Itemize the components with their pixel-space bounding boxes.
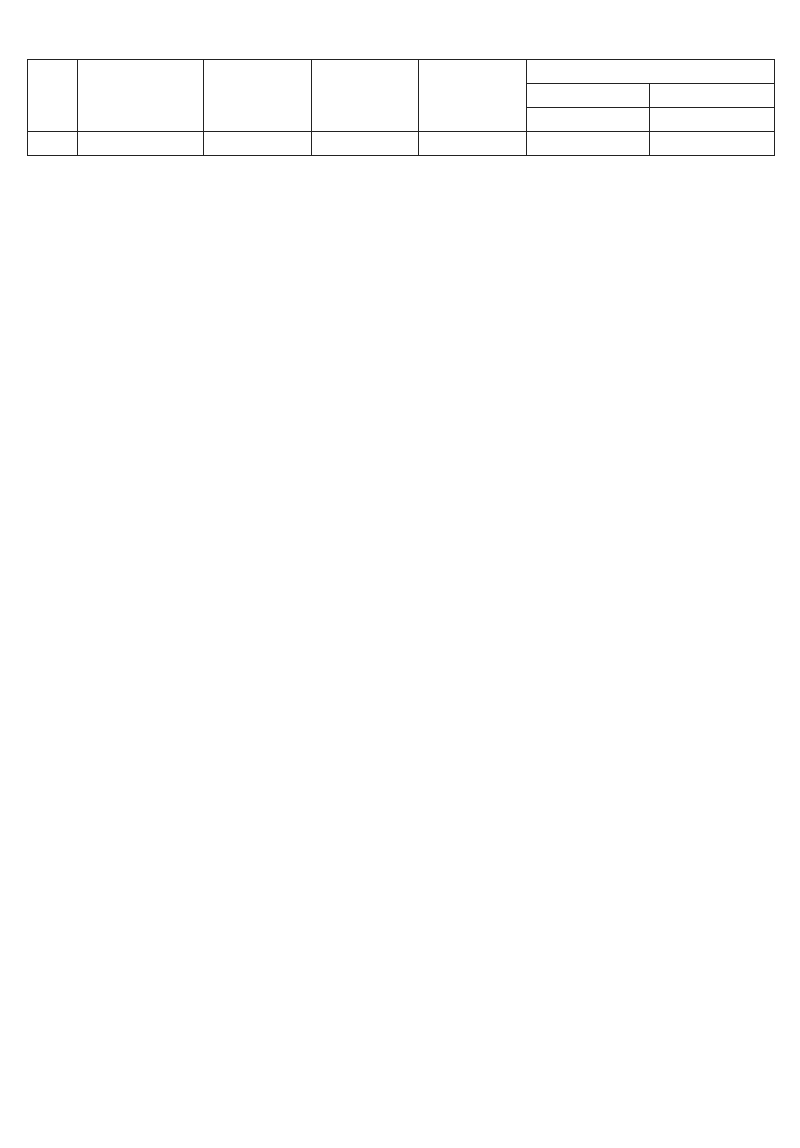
header-speed	[419, 60, 527, 132]
header-single-phase	[527, 84, 650, 108]
header-head	[312, 60, 419, 132]
power-single-phase-empty	[527, 132, 650, 156]
header-p2-single	[527, 108, 650, 132]
table-row	[28, 132, 775, 156]
speed-value	[419, 132, 527, 156]
power-three-phase	[650, 132, 775, 156]
table-body	[28, 132, 775, 156]
header-p2-three	[650, 108, 775, 132]
flow-value	[204, 132, 312, 156]
header-model	[78, 60, 204, 132]
header-flow	[204, 60, 312, 132]
header-no	[28, 60, 78, 132]
header-three-phase	[650, 84, 775, 108]
pump-model	[78, 132, 204, 156]
pump-spec-table	[27, 59, 775, 156]
header-voltage-group	[527, 60, 775, 84]
row-number	[28, 132, 78, 156]
head-value	[312, 132, 419, 156]
